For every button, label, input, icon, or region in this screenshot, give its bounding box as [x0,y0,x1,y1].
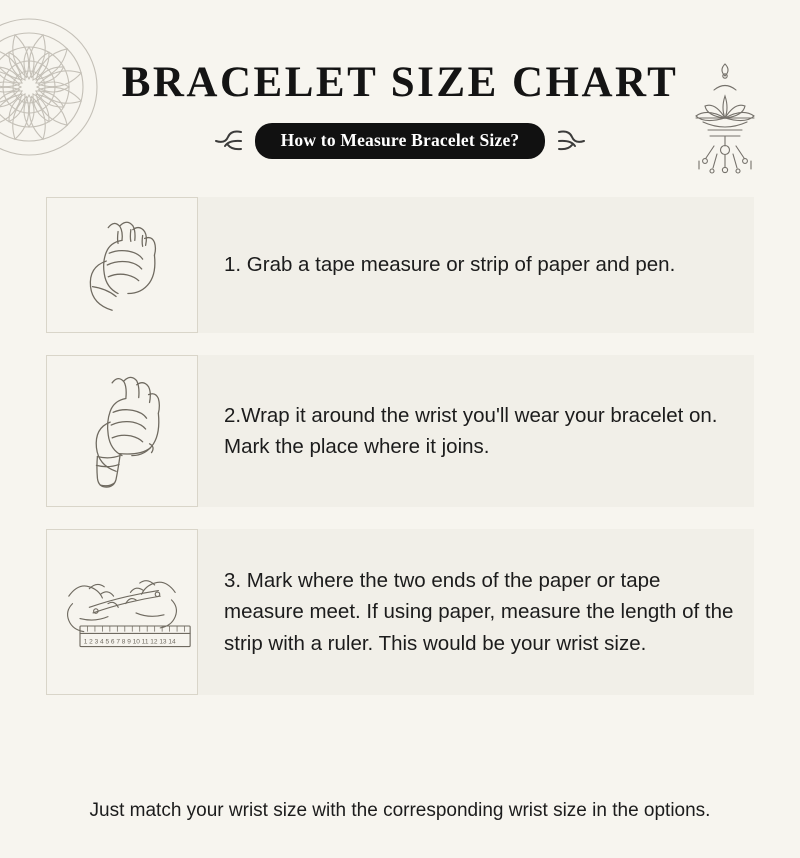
hand-wrapping-tape-illustration [63,367,181,495]
steps-list [0,197,800,695]
subtitle-row [0,123,800,159]
step-text: 2.Wrap it around the wrist you'll wear your bracelet on. Mark the place where it joins. [224,403,718,458]
step-text: 3. Mark where the two ends of the paper or tape measure meet. If using paper, measure the length of the strip with a ruler. This would be your wrist size. [224,569,734,655]
step-image-frame [46,197,198,333]
swirl-flourish-icon [211,128,245,154]
list-item [46,529,754,695]
subtitle-pill: How to Measure Bracelet Size? [255,123,546,159]
list-item [46,197,754,333]
hand-fist-illustration [63,206,181,324]
swirl-flourish-icon [555,128,589,154]
list-item [46,355,754,507]
page-title: BRACELET SIZE CHART [121,59,679,106]
step-image-frame [46,529,198,695]
hands-measuring-ruler-illustration [52,550,192,674]
ruler-tick-labels: 1 2 3 4 5 6 7 8 9 10 11 12 13 14 [83,638,176,646]
step-text: 1. Grab a tape measure or strip of paper and pen. [224,253,676,277]
step-image-frame [46,355,198,507]
footer-note: Just match your wrist size with the corresponding wrist size in the options. [89,800,711,821]
